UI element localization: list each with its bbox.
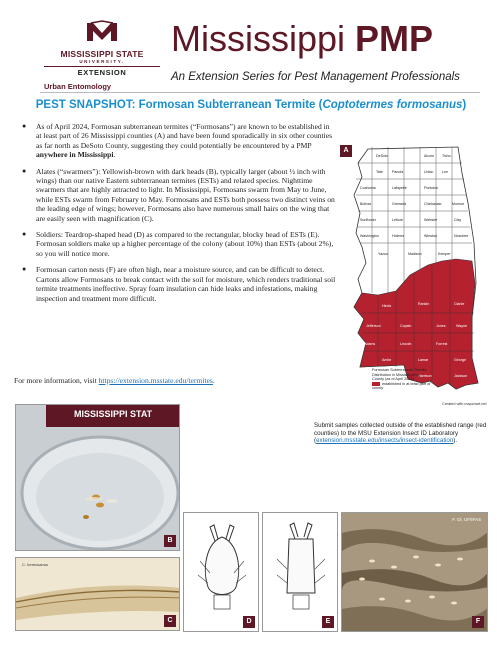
bullet-bold: anywhere in Mississippi — [36, 150, 114, 160]
svg-text:Madison: Madison — [408, 252, 422, 256]
svg-text:Chickasaw: Chickasaw — [424, 202, 442, 206]
svg-text:Lee: Lee — [442, 170, 448, 174]
svg-text:Pontotoc: Pontotoc — [424, 186, 439, 190]
svg-text:Holmes: Holmes — [392, 234, 405, 238]
svg-text:Kemper: Kemper — [438, 252, 451, 256]
sample-submission-caption — [314, 422, 490, 445]
photo-formosan-soldier — [183, 512, 259, 632]
svg-text:DeSoto: DeSoto — [376, 154, 388, 158]
insect-id-link[interactable]: extension.msstate.edu/insects/insect-identification — [316, 437, 454, 445]
svg-text:MISSISSIPPI STAT: MISSISSIPPI STAT — [74, 409, 153, 419]
svg-text:Union: Union — [424, 170, 434, 174]
bullet-tail: . — [113, 150, 116, 160]
map-credit: Created with mapchart.net — [442, 402, 487, 406]
bullet-text: Soldiers: Teardrop-shaped head (D) as compared to the rectangular, blocky head of ESTs (E). Formosan soldiers make up a higher percentage of the colony (about 10%) than ESTs (about 2%), so you will notice more. — [36, 230, 334, 258]
svg-text:Copiah: Copiah — [400, 324, 412, 328]
fact-bullets — [22, 122, 336, 310]
svg-text:Jones: Jones — [436, 324, 446, 328]
photo-f-badge: F — [472, 616, 484, 628]
legend-title: Formosan Subterranean Termite Distribution in Mississippi by County (as of April 2024) — [372, 368, 427, 382]
legend-item-label: established in at least part of county — [372, 381, 431, 391]
logo-extension: EXTENSION — [44, 66, 160, 78]
more-info-prefix: For more information, visit — [14, 376, 99, 385]
pest-snapshot-heading — [22, 99, 480, 111]
more-info-line — [14, 376, 215, 385]
msu-extension-logo — [44, 20, 160, 78]
svg-text:Wayne: Wayne — [456, 324, 468, 328]
svg-text:Noxubee: Noxubee — [454, 234, 469, 238]
svg-text:Jackson: Jackson — [454, 374, 468, 378]
logo-name: MISSISSIPPI STATE — [60, 49, 144, 59]
svg-text:Forrest: Forrest — [436, 342, 448, 346]
svg-text:Alcorn: Alcorn — [424, 154, 435, 158]
msu-m-icon — [85, 20, 119, 42]
title-bold: PMP — [355, 18, 434, 59]
svg-text:Lincoln: Lincoln — [400, 342, 412, 346]
svg-text:Bolivar: Bolivar — [360, 202, 371, 206]
bullet-text: As of April 2024, Formosan subterranean termites (“Formosans”) are known to be established in at least part of 26 Mississippi counties (A) and have been found sporadically in six other counties as far north as DeSoto County, suggesting they could potentially be encountered by a PMP — [36, 122, 333, 150]
svg-text:Monroe: Monroe — [452, 202, 465, 206]
svg-text:Yazoo: Yazoo — [378, 252, 388, 256]
photo-e-badge: E — [322, 616, 334, 628]
logo-university: UNIVERSITY. — [79, 59, 125, 64]
svg-text:Amite: Amite — [382, 358, 392, 362]
carton-nest-illustration — [342, 513, 488, 632]
svg-text:Lafayette: Lafayette — [392, 186, 407, 190]
photo-c-badge: C — [164, 615, 176, 627]
photo-carton-nest — [341, 512, 488, 632]
teardrop-head-illustration — [184, 513, 259, 632]
caption-text: Submit samples collected outside of the established range (red counties) to the MSU Extension Insect ID Laboratory ( — [314, 422, 487, 445]
photo-d-badge: D — [243, 616, 255, 628]
svg-text:Leflore: Leflore — [392, 218, 403, 222]
svg-text:Washington: Washington — [360, 234, 379, 238]
svg-text:Harrison: Harrison — [418, 374, 432, 378]
svg-text:Panola: Panola — [392, 170, 404, 174]
svg-text:Grenada: Grenada — [392, 202, 406, 206]
svg-text:Adams: Adams — [364, 342, 376, 346]
svg-text:Clarke: Clarke — [454, 302, 465, 306]
svg-text:Tate: Tate — [376, 170, 383, 174]
wing-photo-label: C. formosanus — [22, 562, 49, 567]
title-main: Mississippi — [171, 18, 356, 59]
svg-text:Rankin: Rankin — [418, 302, 430, 306]
bullet-carton-nests — [22, 265, 336, 303]
svg-text:Lamar: Lamar — [418, 358, 429, 362]
petri-dish-illustration — [16, 405, 180, 551]
rectangular-head-illustration — [263, 513, 338, 632]
svg-text:Clay: Clay — [454, 218, 462, 222]
photo-wing — [15, 557, 180, 631]
svg-text:Tisho.: Tisho. — [442, 154, 452, 158]
snapshot-prefix: PEST SNAPSHOT: Formosan Subterranean Termite ( — [35, 99, 323, 111]
wing-illustration — [16, 558, 180, 631]
svg-text:Jefferson: Jefferson — [366, 324, 381, 328]
photo-alates — [15, 404, 180, 551]
carton-photo-credit: F. Oi, UF/IFAS — [452, 517, 481, 522]
bullet-soldiers — [22, 230, 336, 258]
map-badge: A — [340, 145, 352, 157]
svg-text:Coahoma: Coahoma — [360, 186, 376, 190]
newsletter-title — [171, 18, 433, 60]
svg-text:Hinds: Hinds — [382, 304, 392, 308]
more-info-suffix: . — [212, 376, 215, 385]
svg-text:Webster: Webster — [424, 218, 438, 222]
svg-text:Winston: Winston — [424, 234, 437, 238]
photo-est-soldier — [262, 512, 338, 632]
newsletter-subtitle: An Extension Series for Pest Management Professionals — [171, 71, 460, 83]
bullet-distribution — [22, 122, 336, 160]
bullet-text: Formosan carton nests (F) are often high, near a moisture source, and can be difficult to detect. Cartons allow Formosans to break contact with the soil for moisture, which renders traditional soil termite treatments ineffective. Spray foam insulation can hide leaks and infestations, making inspection and treatment more difficult. — [36, 265, 336, 303]
department-name: Urban Entomology — [44, 82, 112, 91]
svg-text:Sunflower: Sunflower — [360, 218, 376, 222]
photo-b-badge: B — [164, 535, 176, 547]
caption-suffix: ). — [453, 437, 458, 445]
bullet-text: Alates (“swarmers”): Yellowish-brown with dark heads (B), typically larger (about ½ inch with wings) than our native Eastern subterranean termites (ESTs) and related species. Nighttime swarmers that are highly attracted to light. In Mississippi, Formosans swarm from May to June, while ESTs swarm from February to May. Formosans and ESTs both possess two distinct veins on the leading edge of wings; however, Formosans also have numerous small hairs on the wing that are easily seen with magnification (C). — [36, 166, 335, 223]
bullet-alates — [22, 167, 336, 223]
snapshot-species: Coptotermes formosanus — [322, 99, 463, 111]
legend-swatch — [372, 382, 380, 386]
legend-item — [372, 382, 432, 391]
svg-text:George: George — [454, 358, 466, 362]
header-divider — [40, 92, 480, 93]
snapshot-suffix: ) — [462, 99, 467, 111]
map-legend — [372, 368, 432, 391]
termites-link[interactable]: https://extension.msstate.edu/termites — [98, 376, 213, 385]
